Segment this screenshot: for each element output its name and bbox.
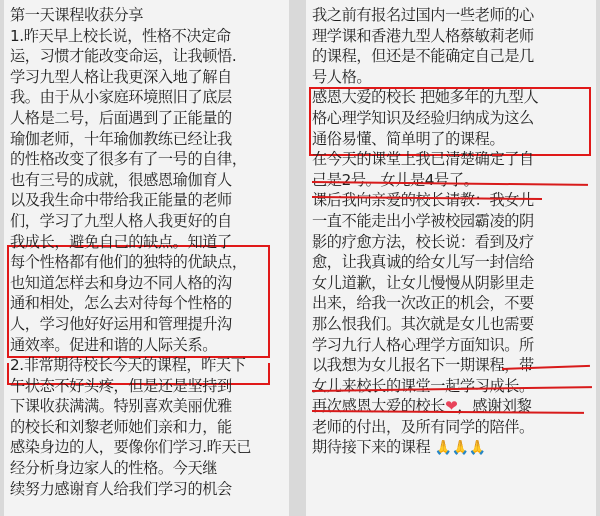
note-line: 的性格改变了很多有了一号的自律， xyxy=(10,150,247,169)
note-line: 每个性格都有他们的独特的优缺点， xyxy=(10,253,247,272)
note-line: 以及我生命中带给我正能量的老师 xyxy=(10,191,232,210)
note-line: 第一天课程收获分享 xyxy=(10,6,144,24)
note-line: 影的疗愈方法，校长说：看到及疗 xyxy=(312,232,534,251)
note-text: 期待接下来的课程 xyxy=(312,438,431,457)
note-line: 通俗易懂、简单明了的课程。 xyxy=(312,129,505,148)
right-note-panel xyxy=(306,0,596,516)
note-line: 感染身边的人，要像你们学习.昨天已 xyxy=(10,438,252,457)
prayer-hands-icon: 🙏🙏🙏 xyxy=(434,440,486,457)
note-line: 学习九行人格心理学方面知识。所 xyxy=(312,335,534,354)
note-line: 瑜伽老师，十年瑜伽教练已经让我 xyxy=(10,129,232,148)
note-line: 2.非常期待校长今天的课程，昨天下 xyxy=(10,356,246,375)
note-line: 下课收获满满。特别喜欢美丽优雅 xyxy=(10,397,232,416)
note-line: 1.昨天早上校长说，性格不决定命 xyxy=(10,26,231,45)
note-line: 格心理学知识及经验归纳成为这么 xyxy=(312,108,534,127)
note-line: 出来，给我一次改正的机会，不要 xyxy=(312,294,534,313)
note-line: 感恩大爱的校长 把她多年的九型人 xyxy=(312,88,539,107)
note-line: 学习九型人格让我更深入地了解自 xyxy=(10,67,232,86)
note-line: 在今天的课堂上我已清楚确定了自 xyxy=(312,150,534,169)
left-note-panel xyxy=(4,0,289,516)
note-line: 通效率。促进和谐的人际关系。 xyxy=(10,335,218,354)
note-line: 也知道怎样去和身边不同人格的沟 xyxy=(10,273,232,292)
note-line: 老师的付出，及所有同学的陪伴。 xyxy=(312,417,534,436)
note-line: 那么恨我们。其次就是女儿也需要 xyxy=(312,314,534,333)
note-line: 运，习惯才能改变命运，让我顿悟. xyxy=(10,47,237,66)
note-line: 续努力感谢育人给我们学习的机会 xyxy=(10,479,232,498)
note-line: 的课程，但还是不能确定自己是几 xyxy=(312,47,534,66)
note-line: 我之前有报名过国内一些老师的心 xyxy=(312,6,534,24)
note-line: 人，学习他好好运用和管理提升沟 xyxy=(10,314,232,333)
note-line: 一直不能走出小学被校园霸凌的阴 xyxy=(312,211,534,230)
note-line: 的校长和刘黎老师她们亲和力，能 xyxy=(10,417,232,436)
note-line: 午状态不好头疼，但是还是坚持到 xyxy=(10,376,232,395)
note-line: 们，学习了九型人格人我更好的自 xyxy=(10,211,232,230)
note-line: 己是2号。女儿是4号了。 xyxy=(312,170,479,189)
note-line: 经分析身边家人的性格。今天继 xyxy=(10,459,218,478)
note-line: 理学课和香港九型人格蔡敏莉老师 xyxy=(312,26,534,45)
note-line: 女儿道歉，让女儿慢慢从阴影里走 xyxy=(312,273,534,292)
note-line xyxy=(312,437,590,459)
note-line: 以我想为女儿报名下一期课程，带 xyxy=(312,356,534,375)
note-line: 我。由于从小家庭环境照旧了底层 xyxy=(10,88,232,107)
note-line xyxy=(312,396,590,417)
note-line: 人格是二号，后面遇到了正能量的 xyxy=(10,108,232,127)
note-line: 也有三号的成就，很感恩瑜伽育人 xyxy=(10,170,232,189)
note-line: 课后我向亲爱的校长请教：我女儿 xyxy=(312,191,534,210)
note-line: 我成长，避免自己的缺点。知道了 xyxy=(10,232,232,251)
note-line: 号人格。 xyxy=(312,67,372,86)
note-line: 通和相处，怎么去对待每个性格的 xyxy=(10,294,232,313)
note-line: 女儿来校长的课堂一起学习成长。 xyxy=(312,376,534,395)
note-text: ，感谢刘黎 xyxy=(457,397,532,416)
note-line: 愈，让我真诚的给女儿写一封信给 xyxy=(312,253,534,272)
note-text: 再次感恩大爱的校长 xyxy=(312,397,446,416)
heart-icon: ❤ xyxy=(445,397,458,416)
